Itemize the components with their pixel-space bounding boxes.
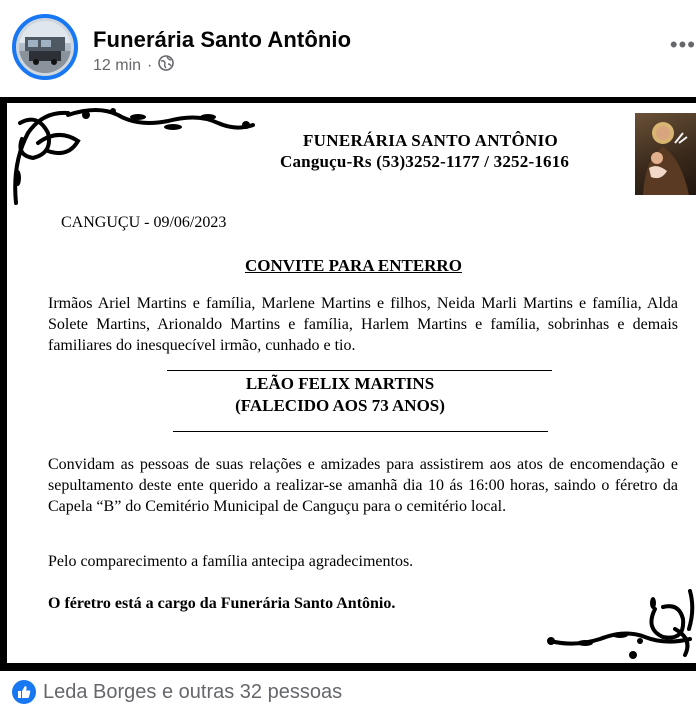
funeral-home-name: FUNERÁRIA SANTO ANTÔNIO	[303, 131, 559, 150]
like-icon	[12, 680, 36, 704]
reactions-text[interactable]: Leda Borges e outras 32 pessoas	[43, 680, 343, 703]
date-line: CANGUÇU - 09/06/2023	[61, 214, 227, 231]
corner-ornament-icon	[545, 589, 695, 663]
post-meta	[93, 55, 174, 76]
page-avatar[interactable]	[12, 14, 78, 80]
saint-image	[635, 113, 696, 195]
more-options-icon[interactable]: •••	[669, 32, 696, 57]
globe-icon	[158, 55, 174, 76]
page-name-link[interactable]: Funerária Santo Antônio	[93, 27, 352, 52]
post-timestamp[interactable]: 12 min	[93, 56, 142, 74]
corner-ornament-icon	[8, 103, 258, 213]
deceased-name: LEÃO FELIX MARTINS	[245, 374, 435, 393]
closing-line: O féretro está a cargo da Funerária Santo Antônio.	[48, 595, 396, 612]
invitation-title: CONVITE PARA ENTERRO	[245, 256, 462, 275]
reactions-summary[interactable]	[12, 680, 342, 704]
divider-bottom	[173, 431, 548, 432]
funeral-home-contact: Canguçu-Rs (53)3252-1177 / 3252-1616	[280, 152, 570, 171]
deceased-age: (FALECIDO AOS 73 ANOS)	[235, 396, 445, 415]
invite-paragraph: Convidam as pessoas de suas relações e amizades para assistirem aos atos de encomendação e sepultamento deste ente querido a realizar-se amanhã dia 10 ás 16:00 horas, saindo o féretro da Capela “B” do Cemitério Municipal de Canguçu para o cemitério local.	[48, 456, 678, 515]
thanks-paragraph: Pelo comparecimento a família antecipa agradecimentos.	[48, 553, 414, 570]
avatar-photo	[19, 21, 71, 73]
meta-separator: ·	[147, 56, 153, 74]
family-paragraph: Irmãos Ariel Martins e família, Marlene Martins e filhos, Neida Marli Martins e família, Alda Solete Martins, Arionaldo Martins e família, Harlem Martins e família, sobrinhas e demais familiares do inesquecível irmão, cunhado e tio.	[48, 295, 678, 354]
divider-top	[167, 370, 552, 371]
